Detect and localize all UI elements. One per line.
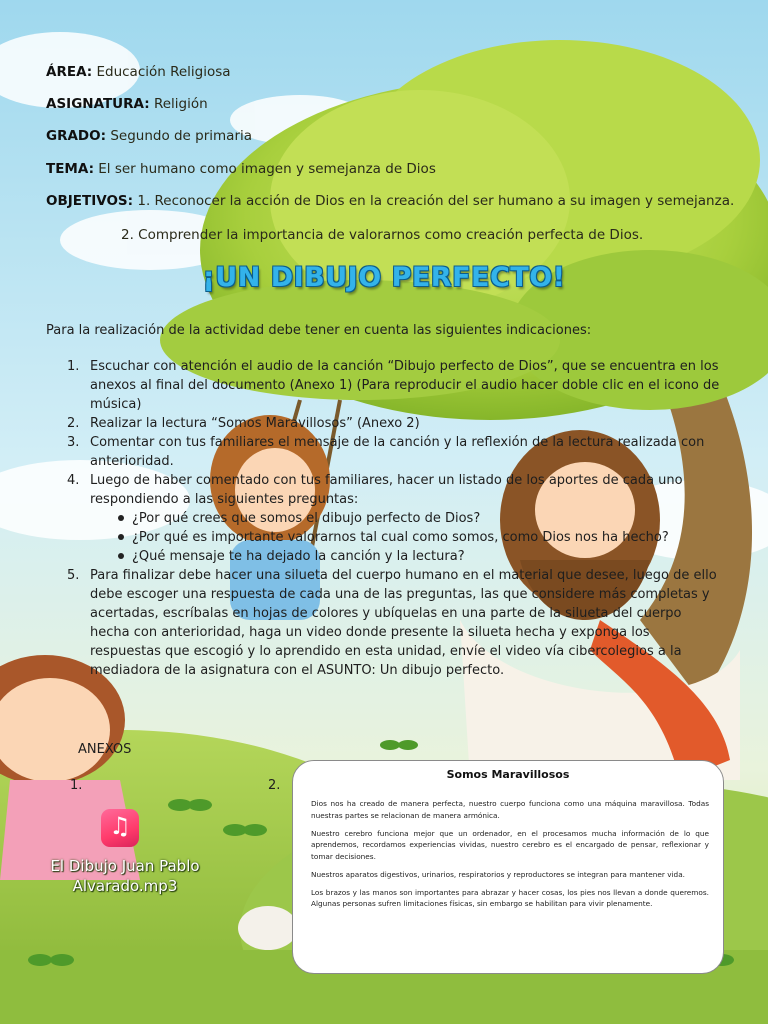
bullet-icon	[118, 534, 124, 540]
step-text: Luego de haber comentado con tus familiares, hacer un listado de los aportes de cada uno respondiendo a las siguientes preguntas:	[90, 473, 683, 507]
step-5	[60, 566, 720, 680]
objetivos-label: OBJETIVOS:	[46, 193, 134, 209]
reading-card	[292, 760, 724, 974]
asignatura-row	[46, 96, 208, 112]
bullet-icon	[118, 553, 124, 559]
audio-file-label[interactable]: El Dibujo Juan Pablo Alvarado.mp3	[50, 857, 200, 895]
question-item	[60, 509, 720, 528]
question-item	[60, 547, 720, 566]
asignatura-label: ASIGNATURA:	[46, 96, 150, 112]
objetivo-2-row	[121, 227, 643, 243]
question-text: ¿Por qué crees que somos el dibujo perfecto de Dios?	[132, 511, 481, 526]
step-3	[60, 433, 720, 471]
question-text: ¿Por qué es importante valorarnos tal cual como somos, como Dios nos ha hecho?	[132, 530, 669, 545]
step-text: Para finalizar debe hacer una silueta del cuerpo humano en el material que desee, luego de ello debe escoger una respuesta de cada una de las preguntas, las que considere más completas y acertadas, escríbalas en hojas de colores y ubíquelas en una parte de la silueta del cuerpo hecha con anterioridad, haga un video donde presente la silueta hecha y exponga los respuestas que escogió y lo aprendido en esta unidad, envíe el video vía cibercolegios a la mediadora de la asignatura con el ASUNTO: Un dibujo perfecto.	[90, 568, 717, 678]
area-value: Educación Religiosa	[96, 64, 231, 80]
objetivos-row	[46, 193, 734, 209]
page-title: ¡UN DIBUJO PERFECTO!	[202, 262, 566, 293]
asignatura-value: Religión	[153, 96, 208, 112]
anexos-heading: ANEXOS	[78, 742, 132, 757]
objetivo-2: 2. Comprender la importancia de valorarnos como creación perfecta de Dios.	[121, 227, 644, 243]
steps-list	[60, 357, 720, 680]
objetivo-1: 1. Reconocer la acción de Dios en la creación del ser humano a su imagen y semejanza.	[137, 193, 735, 209]
tema-label: TEMA:	[46, 161, 94, 177]
tema-value: El ser humano como imagen y semejanza de Dios	[98, 161, 436, 177]
reading-body	[311, 798, 709, 916]
music-note-icon[interactable]	[101, 809, 139, 847]
step-text: Realizar la lectura “Somos Maravillosos” (Anexo 2)	[90, 416, 420, 431]
reading-paragraph: Los brazos y las manos son importantes para abrazar y hacer cosas, los pies nos llevan a donde queremos. Algunas personas sufren limitaciones físicas, sin embargo se habilitan para vivir plenamente.	[311, 887, 709, 908]
step-4	[60, 471, 720, 509]
question-text: ¿Qué mensaje te ha dejado la canción y la lectura?	[132, 549, 465, 564]
intro-text: Para la realización de la actividad debe tener en cuenta las siguientes indicaciones:	[46, 323, 592, 338]
question-item	[60, 528, 720, 547]
step-text: Escuchar con atención el audio de la canción “Dibujo perfecto de Dios”, que se encuentra en los anexos al final del documento (Anexo 1) (Para reproducir el audio hacer doble clic en el icono de música)	[90, 359, 720, 412]
tema-row	[46, 161, 436, 177]
step-number: 4.	[67, 473, 80, 488]
grado-row	[46, 128, 252, 144]
step-number: 5.	[67, 568, 80, 583]
step-number: 2.	[67, 416, 80, 431]
anexo-2-number: 2.	[268, 778, 281, 793]
area-label: ÁREA:	[46, 64, 93, 80]
step-number: 3.	[67, 435, 80, 450]
reading-paragraph: Nuestro cerebro funciona mejor que un ordenador, en el procesamos mucha información de lo que aprendemos, recordamos experiencias vividas, nuestro cerebro es el encargado de pensar, reflexionar y tomar decisiones.	[311, 828, 709, 861]
grado-label: GRADO:	[46, 128, 107, 144]
grado-value: Segundo de primaria	[110, 128, 253, 144]
step-1	[60, 357, 720, 414]
questions-list	[60, 509, 720, 566]
anexo-1-number: 1.	[70, 778, 83, 793]
area-row	[46, 64, 231, 80]
music-glyph: ♫	[109, 812, 131, 840]
step-text: Comentar con tus familiares el mensaje de la canción y la reflexión de la lectura realizada con anterioridad.	[90, 435, 705, 469]
bullet-icon	[118, 515, 124, 521]
reading-paragraph: Nuestros aparatos digestivos, urinarios, respiratorios y reproductores se integran para mantener vida.	[311, 869, 685, 879]
reading-title: Somos Maravillosos	[446, 768, 570, 781]
step-number: 1.	[67, 359, 80, 374]
step-2	[60, 414, 720, 433]
reading-paragraph: Dios nos ha creado de manera perfecta, nuestro cuerpo funciona como una máquina maravillosa. Todas nuestras partes se relacionan de manera armónica.	[311, 799, 709, 820]
